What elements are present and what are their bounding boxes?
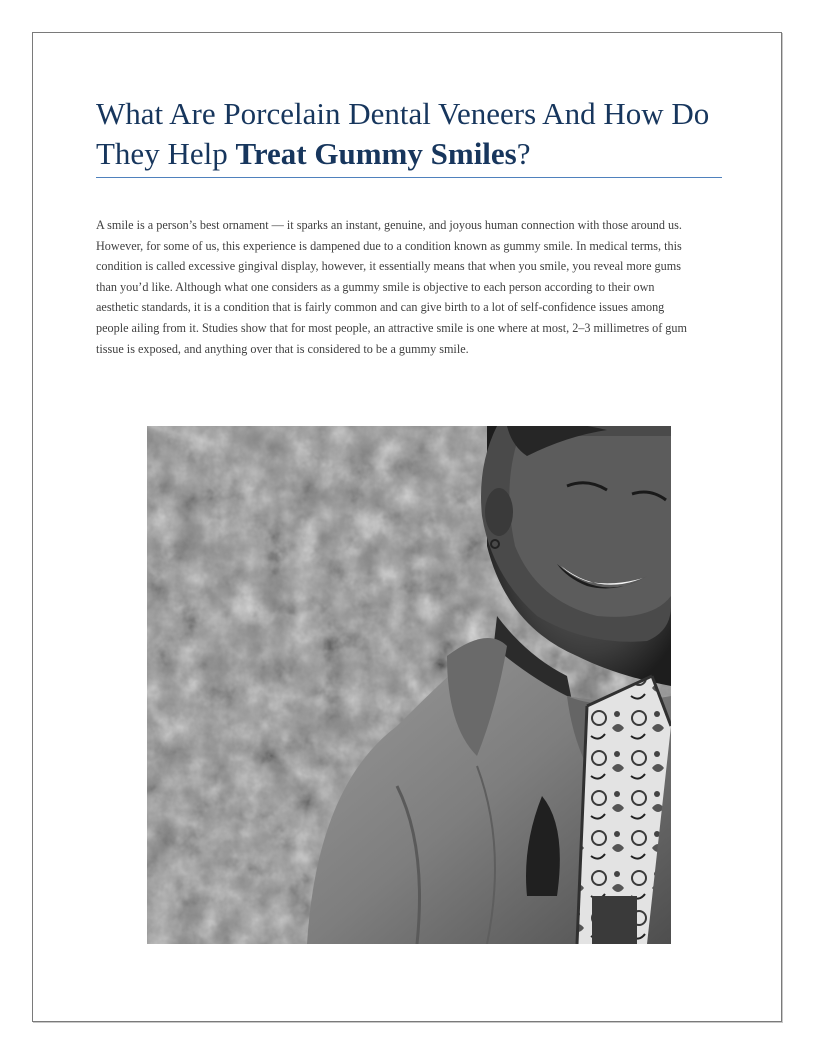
intro-paragraph: A smile is a person’s best ornament — it sparks an instant, genuine, and joyous human connection with those around us. However, for some of us, this experience is dampened due to a condition known as gummy smile. In medical terms, this condition is called excessive gingival display, however, it essentially means that when you smile, you reveal more gums than you’d like. Although what one considers as a gummy smile is objective to each person according to their own aesthetic standards, it is a condition that is fairly common and can give birth to a lot of self-confidence issues among people ailing from it. Studies show that for most people, an attractive smile is one where at most, 2–3 millimetres of gum tissue is exposed, and anything over that is considered to be a gummy smile. xyxy=(96,218,687,356)
title-divider xyxy=(96,177,722,178)
title-emphasis: Treat Gummy Smiles xyxy=(235,136,517,171)
smiling-woman-photo xyxy=(147,426,671,944)
title-punctuation: ? xyxy=(516,136,531,171)
page-title xyxy=(96,94,726,174)
title-text: What Are Porcelain Dental Veneers And How Do They Help xyxy=(96,96,710,171)
